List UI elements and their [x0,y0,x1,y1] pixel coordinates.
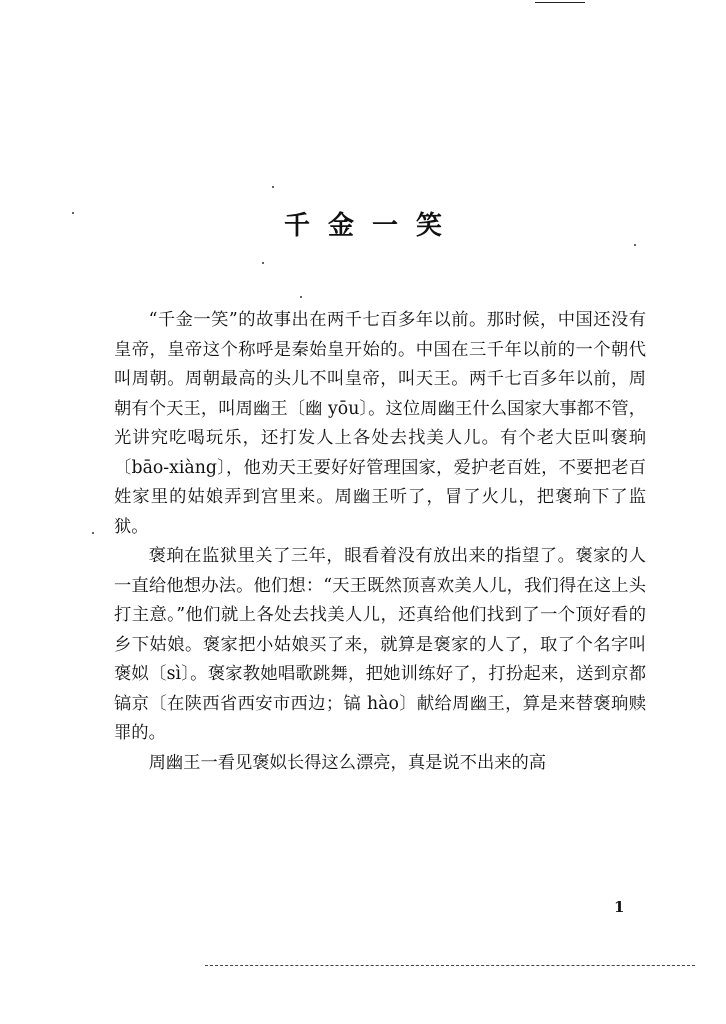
paragraph-3: 周幽王一看见褒姒长得这么漂亮，真是说不出来的高 [148,752,547,773]
chapter-body [114,306,646,778]
paragraph-1: “千金一笑”的故事出在两千七百多年以前。那时候，中国还没有皇帝，皇帝这个称呼是秦始皇开始的。中国在三千年以前的一个朝代叫周朝。周朝最高的头儿不叫皇帝，叫天王。两千七百多年以前，周朝有个天王，叫周幽王〔幽 yōu〕。这位周幽王什么国家大事都不管，光讲究吃喝玩乐，还打发人上各处去找美人儿。有个老大臣叫褒珦〔bāo-xiàng〕，他劝天王要好好管理国家，爱护老百姓，不要把老百姓家里的姑娘弄到宫里来。周幽王听了，冒了火儿，把褒珦下了监狱。 [114,310,646,537]
print-speck [300,296,302,298]
page-number: 1 [614,898,625,916]
print-speck [92,532,94,534]
bottom-rule [205,965,695,966]
print-speck [272,186,274,188]
paragraph-2: 褒珦在监狱里关了三年，眼看着没有放出来的指望了。褒家的人一直给他想办法。他们想：“天王既然顶喜欢美人儿，我们得在这上头打主意。”他们就上各处去找美人儿，还真给他们找到了一个顶好看的乡下姑娘。褒家把小姑娘买了来，就算是褒家的人了，取了个名字叫褒姒〔sì〕。褒家教她唱歌跳舞，把她训练好了，打扮起来，送到京都镐京〔在陕西省西安市西边；镐 hào〕献给周幽王，算是来替褒珦赎罪的。 [114,546,646,743]
print-speck [634,244,636,246]
print-speck [262,262,264,264]
chapter-title: 千金一笑 [283,211,460,241]
top-rule [535,2,585,3]
